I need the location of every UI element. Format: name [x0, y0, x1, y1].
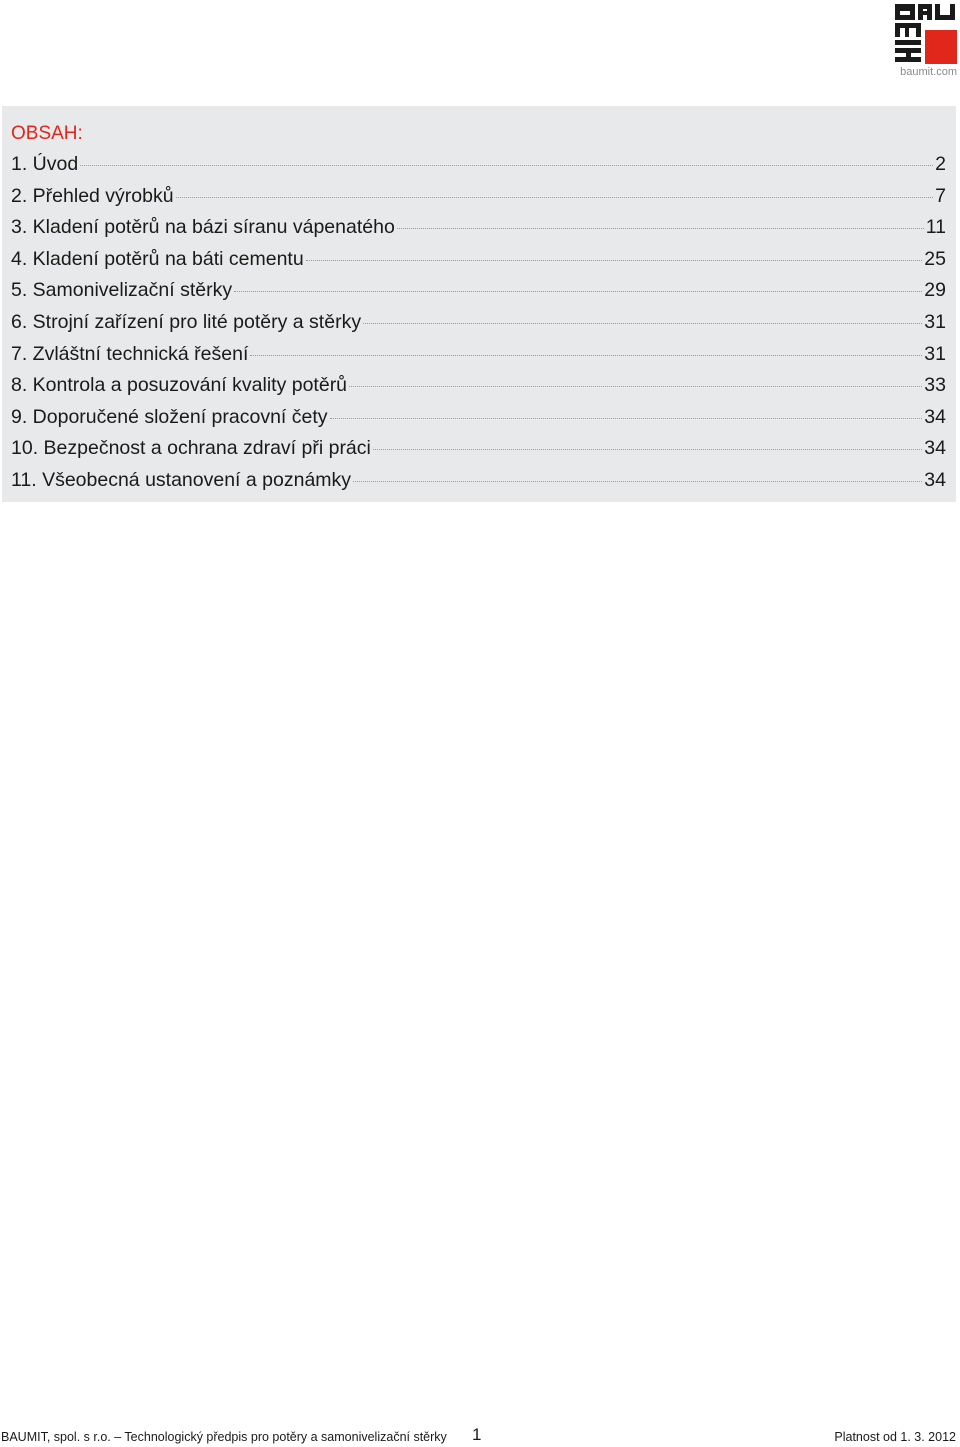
toc-entry-title: 11. Všeobecná ustanovení a poznámky: [11, 468, 352, 491]
toc-dot-leader: [363, 323, 922, 324]
toc-entry-page: 25: [924, 247, 946, 270]
toc-entry-title: 3. Kladení potěrů na bázi síranu vápenatého: [11, 216, 395, 239]
toc-entry-page: 34: [924, 437, 946, 460]
toc-entry-title: 10. Bezpečnost a ochrana zdraví při práci: [11, 437, 371, 460]
toc-entry[interactable]: [11, 149, 946, 181]
toc-entry[interactable]: [11, 433, 946, 465]
toc-entry-title: 4. Kladení potěrů na báti cementu: [11, 247, 304, 270]
toc-entry-title: 7. Zvláštní technická řešení: [11, 342, 249, 365]
toc-entry[interactable]: [11, 402, 946, 434]
toc-entry-title: 9. Doporučené složení pracovní čety: [11, 405, 328, 428]
page-footer: [0, 1426, 960, 1445]
toc-dot-leader: [373, 449, 922, 450]
toc-entry-page: 11: [925, 216, 946, 239]
toc-entry-page: 31: [924, 342, 946, 365]
toc-entry-page: 34: [924, 405, 946, 428]
toc-entry-title: 5. Samonivelizační stěrky: [11, 279, 233, 302]
toc-entry-page: 31: [924, 310, 946, 333]
toc-entry[interactable]: [11, 244, 946, 276]
toc-entry[interactable]: [11, 339, 946, 371]
footer-page-number: 1: [472, 1425, 482, 1444]
toc-entry[interactable]: [11, 212, 946, 244]
logo-url: baumit.com: [900, 66, 957, 78]
footer-validity-date: Platnost od 1. 3. 2012: [834, 1430, 956, 1444]
toc-dot-leader: [176, 197, 934, 198]
table-of-contents: [2, 106, 956, 502]
toc-entry-page: 29: [924, 279, 946, 302]
toc-entry[interactable]: [11, 181, 946, 213]
toc-entry-title: 8. Kontrola a posuzování kvality potěrů: [11, 374, 348, 397]
toc-heading: OBSAH:: [11, 123, 83, 144]
toc-entry-title: 6. Strojní zařízení pro lité potěry a stěrky: [11, 310, 362, 333]
toc-entry-title: 1. Úvod: [11, 153, 79, 175]
toc-entry[interactable]: [11, 370, 946, 402]
toc-dot-leader: [250, 355, 922, 356]
toc-dot-leader: [353, 481, 922, 482]
toc-entry[interactable]: [11, 465, 946, 497]
toc-dot-leader: [306, 260, 923, 261]
toc-dot-leader: [80, 165, 933, 166]
baumit-logo: [893, 2, 957, 80]
toc-entry-title: 2. Přehled výrobků: [11, 184, 174, 207]
toc-entry-page: 34: [924, 468, 946, 491]
toc-entry-page: 7: [935, 184, 946, 207]
baumit-logo-mark: [893, 2, 957, 64]
toc-dot-leader: [349, 386, 922, 387]
toc-dot-leader: [330, 418, 923, 419]
toc-dot-leader: [234, 291, 922, 292]
toc-entry[interactable]: [11, 275, 946, 307]
toc-entry-page: 33: [924, 374, 946, 397]
toc-entry[interactable]: [11, 307, 946, 339]
toc-entry-page: 2: [935, 153, 946, 175]
footer-document-title: BAUMIT, spol. s r.o. – Technologický předpis pro potěry a samonivelizační stěrky: [1, 1430, 447, 1444]
toc-dot-leader: [397, 228, 924, 229]
